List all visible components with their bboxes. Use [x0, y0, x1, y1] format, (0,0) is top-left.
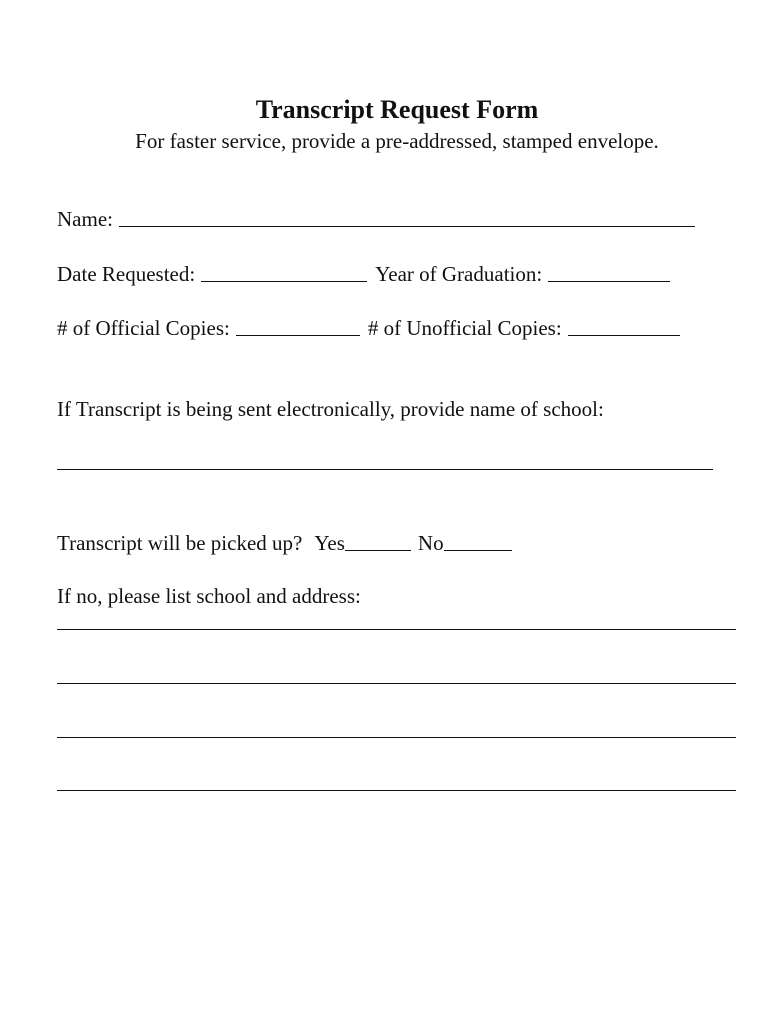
date-requested-field[interactable] [201, 261, 367, 282]
date-requested-label: Date Requested: [57, 262, 196, 286]
pickup-row [57, 530, 512, 556]
address-line-2[interactable] [57, 683, 736, 684]
electronic-school-field[interactable] [57, 469, 713, 470]
unofficial-copies-label: # of Unofficial Copies: [367, 316, 562, 340]
pickup-label: Transcript will be picked up? [57, 531, 303, 555]
date-year-row [57, 261, 670, 287]
form-subtitle: For faster service, provide a pre-addressed, stamped envelope. [135, 129, 659, 153]
official-copies-label: # of Official Copies: [57, 316, 230, 340]
electronic-row [57, 396, 604, 422]
unofficial-copies-field[interactable] [568, 315, 680, 336]
pickup-no-field[interactable] [444, 530, 512, 551]
name-field[interactable] [119, 206, 695, 227]
year-of-graduation-field[interactable] [548, 261, 670, 282]
address-line-3[interactable] [57, 737, 736, 738]
electronic-school-label: If Transcript is being sent electronically, provide name of school: [57, 397, 604, 421]
pickup-yes-label: Yes [314, 531, 345, 555]
year-of-graduation-label: Year of Graduation: [375, 262, 543, 286]
name-label: Name: [57, 207, 113, 231]
pickup-no-label: No [417, 531, 444, 555]
address-line-4[interactable] [57, 790, 736, 791]
pickup-yes-field[interactable] [345, 530, 411, 551]
official-copies-field[interactable] [236, 315, 360, 336]
address-row [57, 583, 361, 609]
name-row [57, 206, 695, 232]
form-title: Transcript Request Form [255, 95, 539, 124]
copies-row [57, 315, 680, 341]
address-label: If no, please list school and address: [57, 584, 361, 608]
address-line-1[interactable] [57, 629, 736, 630]
